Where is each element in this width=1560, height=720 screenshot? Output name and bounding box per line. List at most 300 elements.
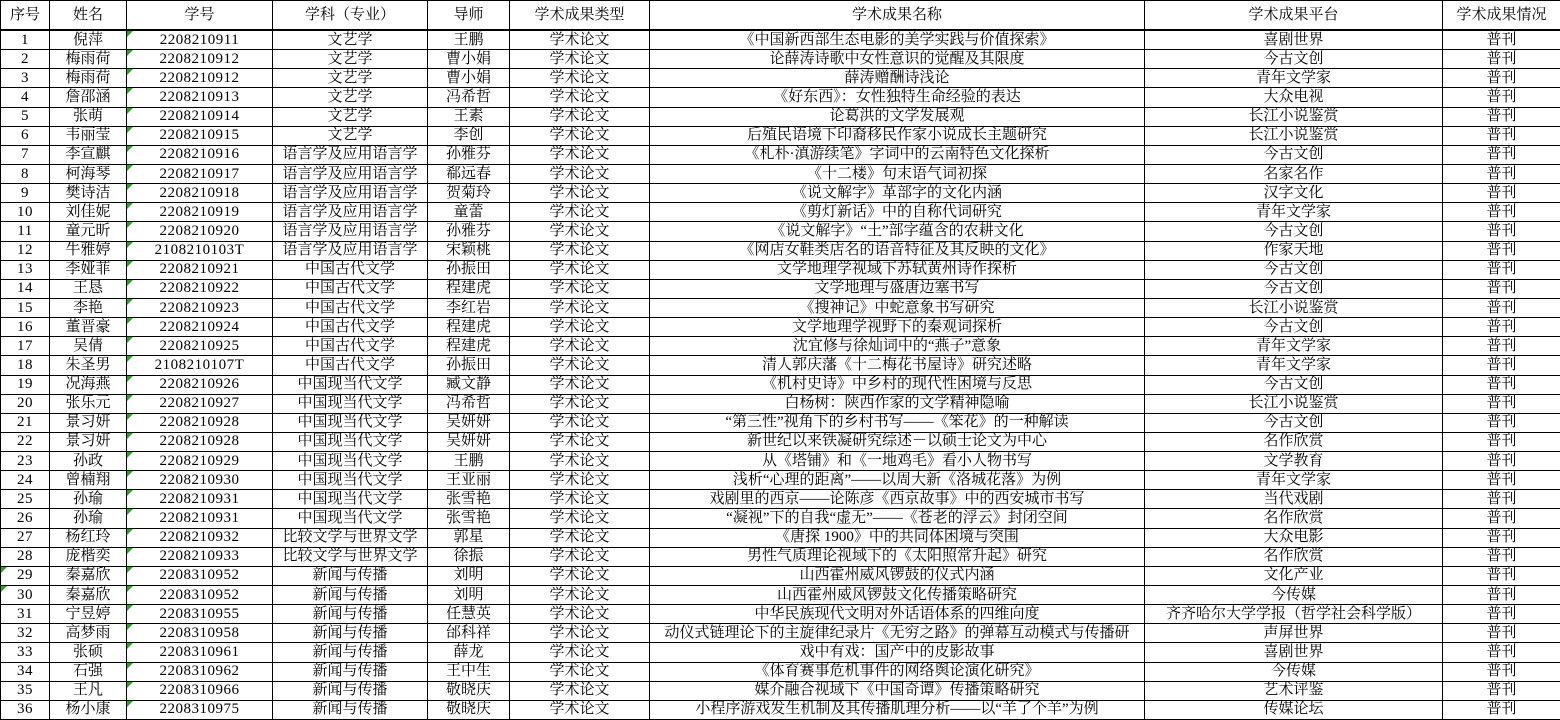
cell-advisor[interactable] (428, 50, 510, 69)
cell-name[interactable] (50, 567, 127, 586)
cell-platform[interactable] (1145, 452, 1443, 471)
cell-advisor[interactable] (428, 452, 510, 471)
cell-no[interactable] (1, 299, 50, 318)
cell-title[interactable] (650, 69, 1145, 88)
cell-status[interactable] (1443, 337, 1560, 356)
cell-advisor[interactable] (428, 356, 510, 375)
header-student-id[interactable]: 学号 (127, 1, 273, 31)
cell-title[interactable] (650, 261, 1145, 280)
cell-name[interactable] (50, 452, 127, 471)
cell-advisor[interactable] (428, 127, 510, 146)
cell-advisor[interactable] (428, 624, 510, 643)
cell-platform[interactable] (1145, 50, 1443, 69)
cell-name[interactable] (50, 31, 127, 50)
cell-student-id[interactable] (127, 452, 273, 471)
cell-status[interactable] (1443, 682, 1560, 701)
cell-no[interactable] (1, 376, 50, 395)
cell-title[interactable] (650, 203, 1145, 222)
cell-no[interactable] (1, 184, 50, 203)
cell-major[interactable] (273, 490, 428, 509)
cell-major[interactable] (273, 280, 428, 299)
cell-no[interactable] (1, 567, 50, 586)
cell-platform[interactable] (1145, 433, 1443, 452)
cell-platform[interactable] (1145, 490, 1443, 509)
cell-advisor[interactable] (428, 643, 510, 662)
header-status[interactable]: 学术成果情况 (1443, 1, 1560, 31)
cell-status[interactable] (1443, 356, 1560, 375)
cell-major[interactable] (273, 471, 428, 490)
cell-name[interactable] (50, 280, 127, 299)
header-advisor[interactable]: 导师 (428, 1, 510, 31)
cell-title[interactable] (650, 356, 1145, 375)
cell-title[interactable] (650, 452, 1145, 471)
cell-major[interactable] (273, 242, 428, 261)
cell-name[interactable] (50, 663, 127, 682)
cell-status[interactable] (1443, 509, 1560, 528)
cell-type[interactable] (510, 299, 650, 318)
cell-no[interactable] (1, 31, 50, 50)
cell-advisor[interactable] (428, 184, 510, 203)
cell-title[interactable] (650, 682, 1145, 701)
cell-title[interactable] (650, 242, 1145, 261)
cell-student-id[interactable] (127, 299, 273, 318)
cell-no[interactable] (1, 509, 50, 528)
cell-no[interactable] (1, 586, 50, 605)
cell-no[interactable] (1, 242, 50, 261)
cell-status[interactable] (1443, 471, 1560, 490)
cell-name[interactable] (50, 433, 127, 452)
cell-name[interactable] (50, 318, 127, 337)
cell-type[interactable] (510, 395, 650, 414)
cell-major[interactable] (273, 356, 428, 375)
cell-type[interactable] (510, 529, 650, 548)
cell-name[interactable] (50, 624, 127, 643)
cell-status[interactable] (1443, 395, 1560, 414)
cell-platform[interactable] (1145, 682, 1443, 701)
cell-name[interactable] (50, 184, 127, 203)
cell-platform[interactable] (1145, 261, 1443, 280)
cell-student-id[interactable] (127, 529, 273, 548)
cell-advisor[interactable] (428, 242, 510, 261)
cell-no[interactable] (1, 490, 50, 509)
cell-major[interactable] (273, 414, 428, 433)
cell-no[interactable] (1, 452, 50, 471)
cell-major[interactable] (273, 127, 428, 146)
cell-advisor[interactable] (428, 203, 510, 222)
cell-platform[interactable] (1145, 376, 1443, 395)
cell-name[interactable] (50, 203, 127, 222)
cell-platform[interactable] (1145, 395, 1443, 414)
cell-major[interactable] (273, 108, 428, 127)
cell-name[interactable] (50, 414, 127, 433)
cell-platform[interactable] (1145, 643, 1443, 662)
cell-no[interactable] (1, 69, 50, 88)
cell-advisor[interactable] (428, 586, 510, 605)
cell-major[interactable] (273, 663, 428, 682)
cell-student-id[interactable] (127, 490, 273, 509)
cell-advisor[interactable] (428, 88, 510, 107)
cell-no[interactable] (1, 337, 50, 356)
cell-title[interactable] (650, 318, 1145, 337)
cell-platform[interactable] (1145, 318, 1443, 337)
cell-type[interactable] (510, 471, 650, 490)
cell-name[interactable] (50, 395, 127, 414)
cell-advisor[interactable] (428, 414, 510, 433)
cell-title[interactable] (650, 376, 1145, 395)
cell-status[interactable] (1443, 165, 1560, 184)
cell-name[interactable] (50, 146, 127, 165)
cell-type[interactable] (510, 165, 650, 184)
cell-platform[interactable] (1145, 299, 1443, 318)
cell-student-id[interactable] (127, 165, 273, 184)
cell-student-id[interactable] (127, 433, 273, 452)
cell-major[interactable] (273, 433, 428, 452)
cell-title[interactable] (650, 395, 1145, 414)
cell-name[interactable] (50, 127, 127, 146)
cell-status[interactable] (1443, 701, 1560, 720)
cell-major[interactable] (273, 376, 428, 395)
cell-student-id[interactable] (127, 567, 273, 586)
cell-platform[interactable] (1145, 127, 1443, 146)
cell-advisor[interactable] (428, 395, 510, 414)
cell-type[interactable] (510, 184, 650, 203)
cell-no[interactable] (1, 146, 50, 165)
cell-student-id[interactable] (127, 318, 273, 337)
cell-status[interactable] (1443, 452, 1560, 471)
cell-advisor[interactable] (428, 261, 510, 280)
cell-major[interactable] (273, 395, 428, 414)
cell-platform[interactable] (1145, 414, 1443, 433)
cell-student-id[interactable] (127, 280, 273, 299)
cell-status[interactable] (1443, 203, 1560, 222)
cell-type[interactable] (510, 586, 650, 605)
cell-platform[interactable] (1145, 88, 1443, 107)
cell-student-id[interactable] (127, 50, 273, 69)
cell-type[interactable] (510, 376, 650, 395)
cell-status[interactable] (1443, 318, 1560, 337)
cell-major[interactable] (273, 337, 428, 356)
cell-student-id[interactable] (127, 509, 273, 528)
cell-platform[interactable] (1145, 184, 1443, 203)
cell-advisor[interactable] (428, 108, 510, 127)
cell-status[interactable] (1443, 663, 1560, 682)
cell-major[interactable] (273, 31, 428, 50)
cell-platform[interactable] (1145, 529, 1443, 548)
cell-major[interactable] (273, 203, 428, 222)
cell-platform[interactable] (1145, 356, 1443, 375)
cell-name[interactable] (50, 471, 127, 490)
cell-no[interactable] (1, 643, 50, 662)
cell-student-id[interactable] (127, 108, 273, 127)
cell-major[interactable] (273, 701, 428, 720)
cell-advisor[interactable] (428, 69, 510, 88)
cell-name[interactable] (50, 242, 127, 261)
cell-title[interactable] (650, 280, 1145, 299)
cell-no[interactable] (1, 356, 50, 375)
cell-major[interactable] (273, 586, 428, 605)
cell-major[interactable] (273, 509, 428, 528)
cell-student-id[interactable] (127, 471, 273, 490)
header-name[interactable]: 姓名 (50, 1, 127, 31)
cell-status[interactable] (1443, 605, 1560, 624)
cell-name[interactable] (50, 88, 127, 107)
cell-title[interactable] (650, 146, 1145, 165)
cell-name[interactable] (50, 69, 127, 88)
cell-platform[interactable] (1145, 548, 1443, 567)
cell-title[interactable] (650, 624, 1145, 643)
cell-type[interactable] (510, 88, 650, 107)
cell-advisor[interactable] (428, 605, 510, 624)
cell-type[interactable] (510, 548, 650, 567)
cell-status[interactable] (1443, 529, 1560, 548)
cell-status[interactable] (1443, 414, 1560, 433)
cell-student-id[interactable] (127, 356, 273, 375)
cell-status[interactable] (1443, 261, 1560, 280)
cell-platform[interactable] (1145, 586, 1443, 605)
cell-title[interactable] (650, 586, 1145, 605)
cell-platform[interactable] (1145, 31, 1443, 50)
cell-platform[interactable] (1145, 509, 1443, 528)
cell-platform[interactable] (1145, 203, 1443, 222)
cell-name[interactable] (50, 548, 127, 567)
cell-platform[interactable] (1145, 108, 1443, 127)
cell-title[interactable] (650, 184, 1145, 203)
cell-type[interactable] (510, 31, 650, 50)
cell-major[interactable] (273, 261, 428, 280)
cell-title[interactable] (650, 471, 1145, 490)
cell-platform[interactable] (1145, 624, 1443, 643)
cell-major[interactable] (273, 682, 428, 701)
cell-type[interactable] (510, 567, 650, 586)
cell-platform[interactable] (1145, 242, 1443, 261)
cell-no[interactable] (1, 701, 50, 720)
cell-title[interactable] (650, 509, 1145, 528)
header-title[interactable]: 学术成果名称 (650, 1, 1145, 31)
cell-student-id[interactable] (127, 414, 273, 433)
cell-advisor[interactable] (428, 146, 510, 165)
cell-no[interactable] (1, 165, 50, 184)
cell-type[interactable] (510, 643, 650, 662)
cell-title[interactable] (650, 414, 1145, 433)
header-major[interactable]: 学科（专业） (273, 1, 428, 31)
cell-name[interactable] (50, 337, 127, 356)
cell-title[interactable] (650, 548, 1145, 567)
cell-name[interactable] (50, 50, 127, 69)
cell-type[interactable] (510, 663, 650, 682)
cell-status[interactable] (1443, 376, 1560, 395)
cell-major[interactable] (273, 146, 428, 165)
cell-type[interactable] (510, 433, 650, 452)
cell-major[interactable] (273, 299, 428, 318)
cell-advisor[interactable] (428, 567, 510, 586)
cell-type[interactable] (510, 682, 650, 701)
cell-status[interactable] (1443, 643, 1560, 662)
cell-platform[interactable] (1145, 701, 1443, 720)
cell-no[interactable] (1, 88, 50, 107)
cell-advisor[interactable] (428, 509, 510, 528)
cell-no[interactable] (1, 433, 50, 452)
cell-name[interactable] (50, 261, 127, 280)
cell-status[interactable] (1443, 280, 1560, 299)
cell-student-id[interactable] (127, 643, 273, 662)
cell-no[interactable] (1, 108, 50, 127)
header-no[interactable]: 序号 (1, 1, 50, 31)
cell-platform[interactable] (1145, 567, 1443, 586)
cell-major[interactable] (273, 165, 428, 184)
cell-type[interactable] (510, 318, 650, 337)
cell-status[interactable] (1443, 624, 1560, 643)
cell-student-id[interactable] (127, 605, 273, 624)
cell-status[interactable] (1443, 108, 1560, 127)
cell-status[interactable] (1443, 69, 1560, 88)
cell-no[interactable] (1, 318, 50, 337)
cell-advisor[interactable] (428, 433, 510, 452)
cell-advisor[interactable] (428, 337, 510, 356)
cell-title[interactable] (650, 605, 1145, 624)
cell-major[interactable] (273, 69, 428, 88)
cell-title[interactable] (650, 31, 1145, 50)
cell-status[interactable] (1443, 586, 1560, 605)
cell-major[interactable] (273, 624, 428, 643)
cell-no[interactable] (1, 222, 50, 241)
cell-status[interactable] (1443, 433, 1560, 452)
cell-advisor[interactable] (428, 165, 510, 184)
cell-type[interactable] (510, 701, 650, 720)
cell-advisor[interactable] (428, 663, 510, 682)
cell-student-id[interactable] (127, 31, 273, 50)
cell-student-id[interactable] (127, 261, 273, 280)
cell-status[interactable] (1443, 490, 1560, 509)
cell-no[interactable] (1, 624, 50, 643)
cell-status[interactable] (1443, 184, 1560, 203)
cell-status[interactable] (1443, 146, 1560, 165)
cell-status[interactable] (1443, 88, 1560, 107)
cell-type[interactable] (510, 203, 650, 222)
cell-major[interactable] (273, 452, 428, 471)
cell-status[interactable] (1443, 299, 1560, 318)
cell-status[interactable] (1443, 548, 1560, 567)
cell-no[interactable] (1, 529, 50, 548)
cell-student-id[interactable] (127, 184, 273, 203)
cell-advisor[interactable] (428, 701, 510, 720)
cell-no[interactable] (1, 471, 50, 490)
cell-student-id[interactable] (127, 701, 273, 720)
cell-status[interactable] (1443, 127, 1560, 146)
cell-major[interactable] (273, 318, 428, 337)
cell-major[interactable] (273, 184, 428, 203)
cell-advisor[interactable] (428, 682, 510, 701)
cell-name[interactable] (50, 356, 127, 375)
cell-type[interactable] (510, 624, 650, 643)
cell-title[interactable] (650, 529, 1145, 548)
cell-title[interactable] (650, 108, 1145, 127)
cell-student-id[interactable] (127, 395, 273, 414)
cell-type[interactable] (510, 242, 650, 261)
cell-type[interactable] (510, 452, 650, 471)
cell-type[interactable] (510, 356, 650, 375)
cell-advisor[interactable] (428, 490, 510, 509)
cell-advisor[interactable] (428, 280, 510, 299)
cell-name[interactable] (50, 682, 127, 701)
cell-type[interactable] (510, 509, 650, 528)
cell-student-id[interactable] (127, 88, 273, 107)
cell-platform[interactable] (1145, 337, 1443, 356)
cell-student-id[interactable] (127, 682, 273, 701)
cell-name[interactable] (50, 529, 127, 548)
cell-title[interactable] (650, 701, 1145, 720)
cell-major[interactable] (273, 605, 428, 624)
cell-student-id[interactable] (127, 127, 273, 146)
cell-platform[interactable] (1145, 471, 1443, 490)
cell-name[interactable] (50, 108, 127, 127)
cell-status[interactable] (1443, 242, 1560, 261)
cell-platform[interactable] (1145, 663, 1443, 682)
cell-name[interactable] (50, 509, 127, 528)
cell-student-id[interactable] (127, 203, 273, 222)
cell-student-id[interactable] (127, 242, 273, 261)
cell-platform[interactable] (1145, 146, 1443, 165)
cell-name[interactable] (50, 222, 127, 241)
cell-title[interactable] (650, 433, 1145, 452)
cell-advisor[interactable] (428, 318, 510, 337)
cell-name[interactable] (50, 376, 127, 395)
cell-no[interactable] (1, 261, 50, 280)
cell-name[interactable] (50, 643, 127, 662)
header-type[interactable]: 学术成果类型 (510, 1, 650, 31)
cell-advisor[interactable] (428, 222, 510, 241)
cell-platform[interactable] (1145, 69, 1443, 88)
cell-type[interactable] (510, 50, 650, 69)
cell-title[interactable] (650, 299, 1145, 318)
cell-student-id[interactable] (127, 69, 273, 88)
cell-name[interactable] (50, 299, 127, 318)
cell-status[interactable] (1443, 50, 1560, 69)
cell-name[interactable] (50, 490, 127, 509)
cell-name[interactable] (50, 701, 127, 720)
cell-no[interactable] (1, 280, 50, 299)
cell-type[interactable] (510, 222, 650, 241)
cell-student-id[interactable] (127, 624, 273, 643)
cell-no[interactable] (1, 127, 50, 146)
cell-major[interactable] (273, 567, 428, 586)
cell-title[interactable] (650, 88, 1145, 107)
cell-platform[interactable] (1145, 280, 1443, 299)
cell-major[interactable] (273, 88, 428, 107)
cell-major[interactable] (273, 548, 428, 567)
cell-title[interactable] (650, 490, 1145, 509)
cell-name[interactable] (50, 586, 127, 605)
cell-type[interactable] (510, 69, 650, 88)
cell-advisor[interactable] (428, 548, 510, 567)
cell-major[interactable] (273, 50, 428, 69)
cell-no[interactable] (1, 663, 50, 682)
cell-student-id[interactable] (127, 146, 273, 165)
cell-type[interactable] (510, 261, 650, 280)
cell-title[interactable] (650, 567, 1145, 586)
cell-status[interactable] (1443, 31, 1560, 50)
cell-advisor[interactable] (428, 376, 510, 395)
cell-type[interactable] (510, 280, 650, 299)
cell-advisor[interactable] (428, 529, 510, 548)
header-platform[interactable]: 学术成果平台 (1145, 1, 1443, 31)
cell-no[interactable] (1, 50, 50, 69)
cell-student-id[interactable] (127, 586, 273, 605)
cell-title[interactable] (650, 50, 1145, 69)
cell-type[interactable] (510, 146, 650, 165)
cell-no[interactable] (1, 682, 50, 701)
cell-title[interactable] (650, 165, 1145, 184)
cell-student-id[interactable] (127, 337, 273, 356)
